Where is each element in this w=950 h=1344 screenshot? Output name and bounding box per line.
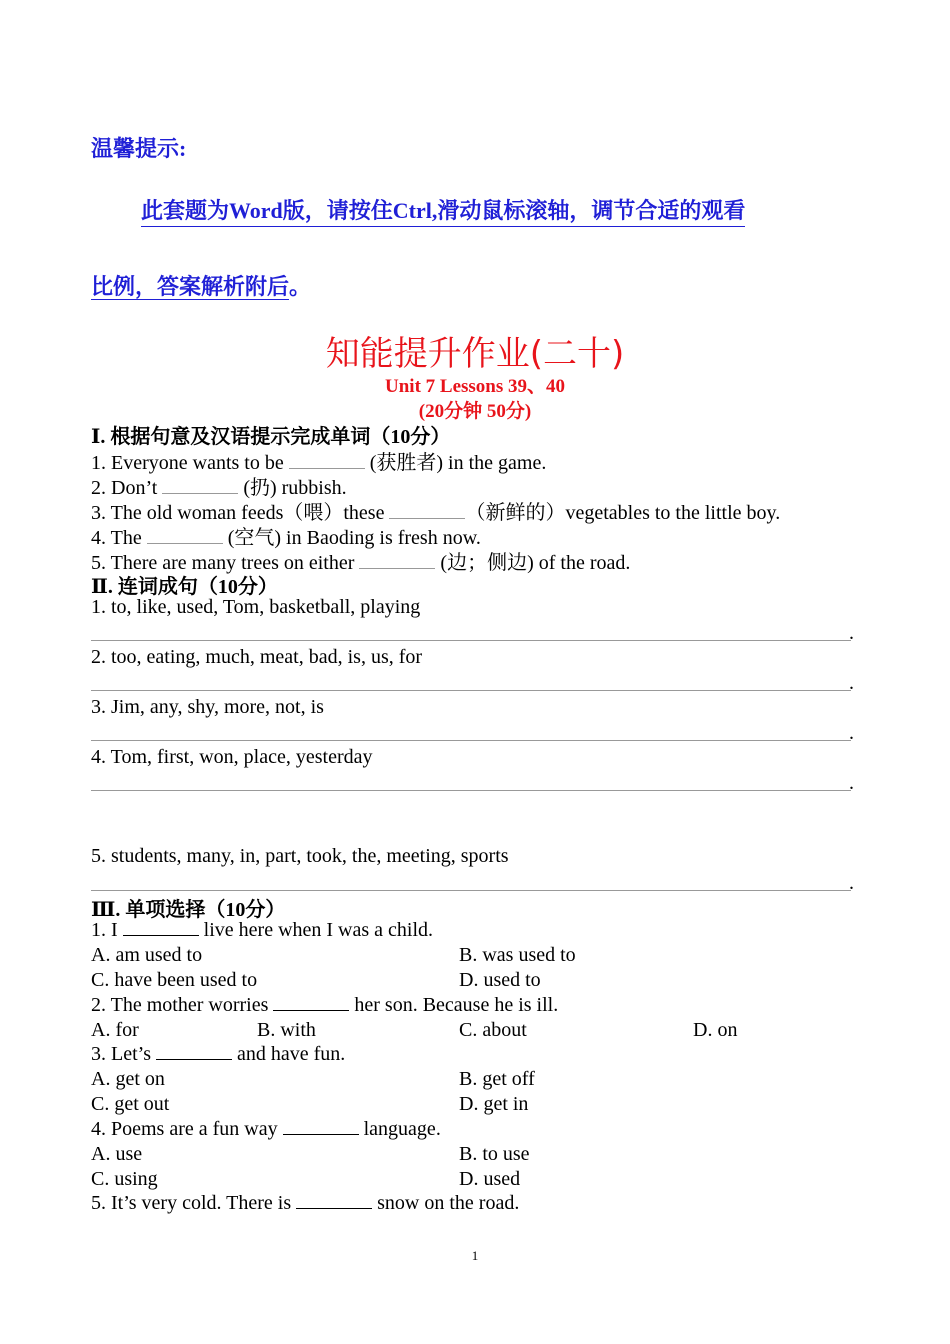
- answer-line[interactable]: [91, 740, 851, 741]
- q3-option-a[interactable]: A. get on: [91, 1068, 165, 1090]
- q1-option-a[interactable]: A. am used to: [91, 944, 203, 966]
- q2-option-b[interactable]: B. with: [257, 1019, 316, 1041]
- question-5: 5. It’s very cold. There is snow on the road.: [91, 1192, 520, 1214]
- fill-blank[interactable]: [162, 477, 238, 494]
- question-3: 3. Let’s and have fun.: [91, 1043, 346, 1065]
- fill-blank[interactable]: [359, 552, 435, 569]
- fill-blank: [283, 1118, 359, 1135]
- question-1: 1. I live here when I was a child.: [91, 919, 434, 941]
- fill-blank: [296, 1192, 372, 1209]
- fill-blank: [273, 994, 349, 1011]
- answer-line[interactable]: [91, 890, 851, 891]
- tip-line-1: 此套题为Word版，请按住Ctrl,滑动鼠标滚轴，调节合适的观看: [141, 194, 745, 227]
- subtitle-time: (20分钟 50分): [418, 401, 532, 422]
- q3-option-d[interactable]: D. get in: [459, 1093, 529, 1115]
- q3-option-c[interactable]: C. get out: [91, 1093, 170, 1115]
- end-period: .: [849, 622, 854, 644]
- q1-option-b[interactable]: B. was used to: [459, 944, 576, 966]
- tip-line-2-underlined: 比例，答案解析附后: [91, 274, 290, 299]
- fill-blank[interactable]: [389, 502, 465, 519]
- section-1-item-2: 2. Don’t (扔) rubbish.: [91, 477, 347, 499]
- section-2-item-3: 3. Jim, any, shy, more, not, is: [91, 696, 324, 718]
- fill-blank[interactable]: [289, 452, 365, 469]
- subtitle-unit: Unit 7 Lessons 39、40: [385, 376, 565, 397]
- section-1-item-5: 5. There are many trees on either (边；侧边) of the road.: [91, 552, 631, 574]
- q4-option-c[interactable]: C. using: [91, 1168, 158, 1190]
- section-1-item-3: 3. The old woman feeds（喂）these （新鲜的）vegetables to the little boy.: [91, 502, 781, 524]
- page-title: 知能提升作业(二十): [325, 334, 625, 374]
- end-period: .: [849, 722, 854, 744]
- fill-blank: [123, 919, 199, 936]
- tip-heading: 温馨提示:: [91, 136, 187, 161]
- q4-option-d[interactable]: D. used: [459, 1168, 521, 1190]
- q2-option-d[interactable]: D. on: [693, 1019, 738, 1041]
- section-1-item-4: 4. The (空气) in Baoding is fresh now.: [91, 527, 481, 549]
- answer-line[interactable]: [91, 640, 851, 641]
- section-3-heading: Ⅲ. 单项选择（10分）: [91, 899, 286, 921]
- section-2-item-1: 1. to, like, used, Tom, basketball, playing: [91, 596, 421, 618]
- question-4: 4. Poems are a fun way language.: [91, 1118, 441, 1140]
- section-1-heading: Ⅰ. 根据句意及汉语提示完成单词（10分）: [91, 426, 451, 448]
- q2-option-c[interactable]: C. about: [459, 1019, 527, 1041]
- section-2-item-5: 5. students, many, in, part, took, the, meeting, sports: [91, 845, 509, 867]
- end-period: .: [849, 872, 854, 894]
- section-2-item-4: 4. Tom, first, won, place, yesterday: [91, 746, 373, 768]
- section-2-heading: Ⅱ. 连词成句（10分）: [91, 576, 278, 598]
- fill-blank: [156, 1043, 232, 1060]
- q3-option-b[interactable]: B. get off: [459, 1068, 535, 1090]
- end-period: .: [849, 772, 854, 794]
- answer-line[interactable]: [91, 690, 851, 691]
- q1-option-c[interactable]: C. have been used to: [91, 969, 258, 991]
- q2-option-a[interactable]: A. for: [91, 1019, 139, 1041]
- tip-line-2-end: 。: [289, 274, 312, 299]
- q4-option-b[interactable]: B. to use: [459, 1143, 530, 1165]
- q4-option-a[interactable]: A. use: [91, 1143, 143, 1165]
- q1-option-d[interactable]: D. used to: [459, 969, 541, 991]
- end-period: .: [849, 672, 854, 694]
- section-1-item-1: 1. Everyone wants to be (获胜者) in the game.: [91, 452, 547, 474]
- section-2-item-2: 2. too, eating, much, meat, bad, is, us, for: [91, 646, 423, 668]
- fill-blank[interactable]: [147, 527, 223, 544]
- answer-line[interactable]: [91, 790, 851, 791]
- question-2: 2. The mother worries her son. Because he is ill.: [91, 994, 559, 1016]
- page-number: 1: [471, 1248, 479, 1263]
- tip-line-2: [91, 270, 311, 301]
